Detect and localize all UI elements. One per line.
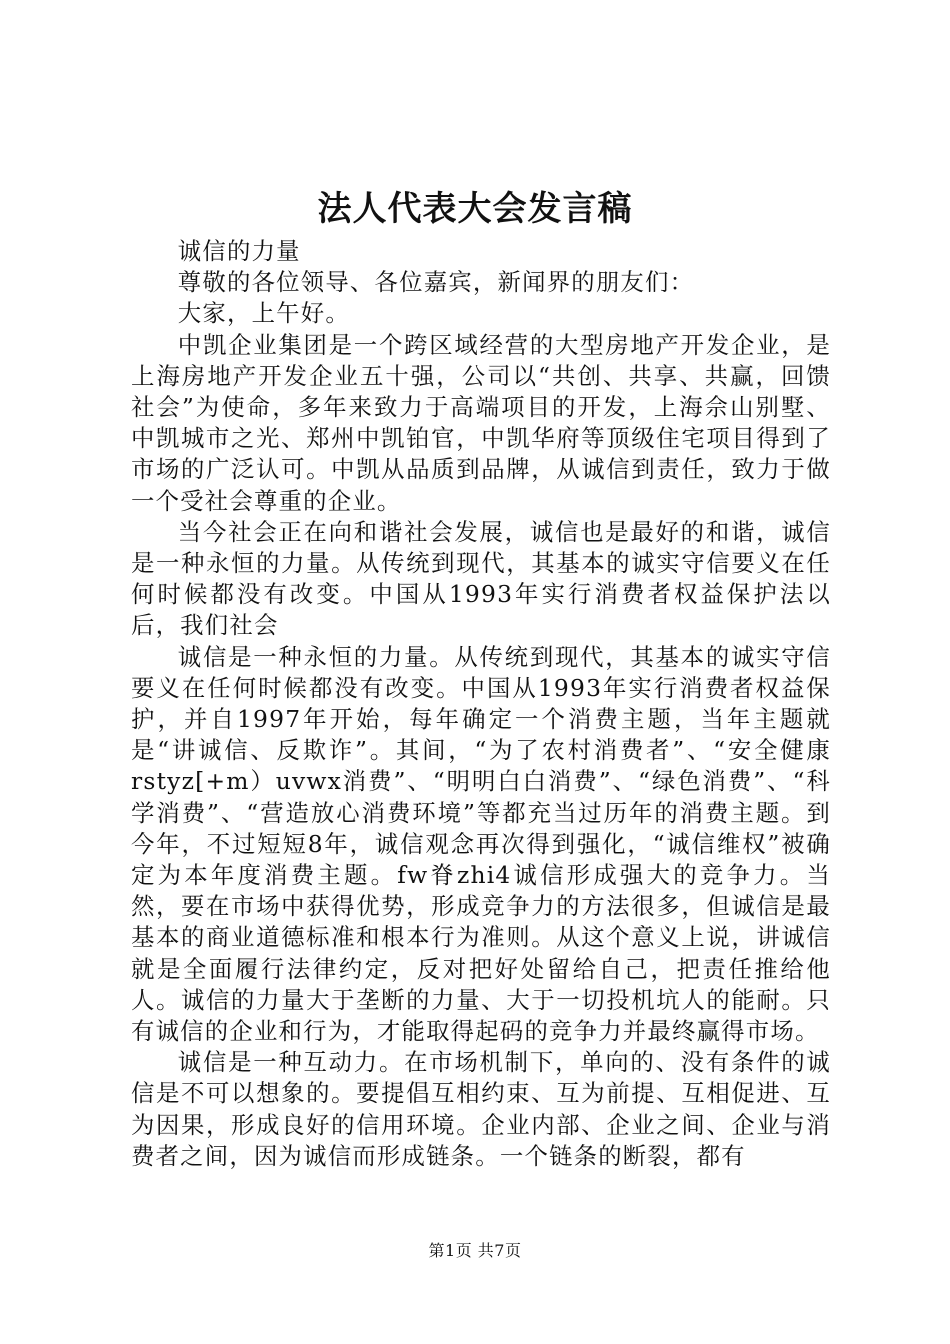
paragraph-company-intro: 中凯企业集团是一个跨区域经营的大型房地产开发企业，是上海房地产开发企业五十强，公司以“共创、共享、共赢，回馈社会”为使命，多年来致力于高端项目的开发，上海佘山别墅、中凯城市之光、郑州中凯铂官，中凯华府等顶级住宅项目得到了市场的广泛认可。中凯从品质到品牌，从诚信到责任，致力于做一个受社会尊重的企业。 — [131, 330, 831, 515]
paragraph-interaction: 诚信是一种互动力。在市场机制下，单向的、没有条件的诚信是不可以想象的。要提倡互相约束、互为前提、互相促进、互为因果，形成良好的信用环境。企业内部、企业之间、企业与消费者之间，因为诚信而形成链条。一个链条的断裂，都有 — [131, 1048, 831, 1170]
document-body — [131, 236, 831, 1172]
paragraph-heading: 诚信的力量 — [177, 237, 301, 265]
paragraph-salutation: 尊敬的各位领导、各位嘉宾，新闻界的朋友们： — [177, 268, 695, 297]
page-footer: 第1页 共7页 — [428, 1241, 522, 1260]
paragraph-eternal-power: 诚信是一种永恒的力量。从传统到现代，其基本的诚实守信要义在任何时候都没有改变。中国从1993年实行消费者权益保护，并自1997年开始，每年确定一个消费主题，当年主题就是“讲诚信、反欺诈”。其间，“为了农村消费者”、“安全健康rstyz[+m）uvwx消费”、“明明白白消费”、“绿色消费”、“科学消费”、“营造放心消费环境”等都充当过历年的消费主题。到今年，不过短短8年，诚信观念再次得到强化，“诚信维权”被确定为本年度消费主题。fw脊zhi4诚信形成强大的竞争力。当然，要在市场中获得优势，形成竞争力的方法很多，但诚信是最基本的商业道德标准和根本行为准则。从这个意义上说，讲诚信就是全面履行法律约定，反对把好处留给自己，把责任推给他人。诚信的力量大于垄断的力量、大于一切投机坑人的能耐。只有诚信的企业和行为，才能取得起码的竞争力并最终赢得市场。 — [131, 642, 831, 1046]
paragraph-society: 当今社会正在向和谐社会发展，诚信也是最好的和谐，诚信是一种永恒的力量。从传统到现代，其基本的诚实守信要义在任何时候都没有改变。中国从1993年实行消费者权益保护法以后，我们社会 — [131, 517, 831, 640]
document-title: 法人代表大会发言稿 — [317, 189, 633, 229]
paragraph-greeting: 大家，上午好。 — [177, 299, 350, 328]
